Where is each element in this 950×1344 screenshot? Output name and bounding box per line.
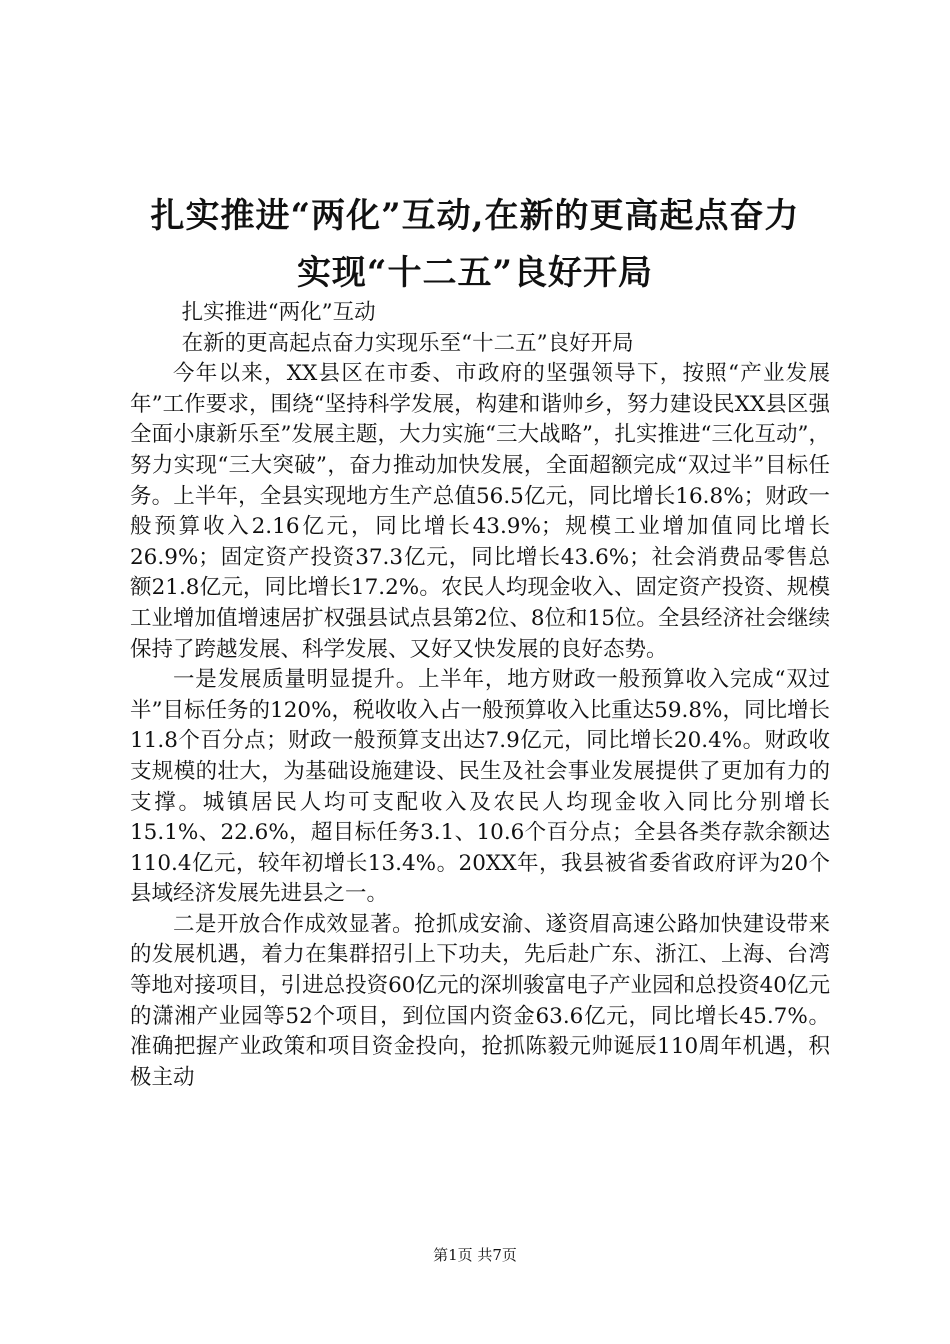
subtitle-line-2: 在新的更高起点奋力实现乐至“十二五”良好开局 [181,330,634,356]
paragraph-intro: 今年以来，XX县区在市委、市政府的坚强领导下，按照“产业发展年”工作要求，围绕“坚持科学发展，构建和谐帅乡，努力建设民XX县区强全面小康新乐至”发展主题，大力实施“三大战略”，扎实推进“三化互动”，努力实现“三大突破”，奋力推动加快发展，全面超额完成“双过半”目标任务。上半年，全县实现地方生产总值56.5亿元，同比增长16.8%；财政一般预算收入2.16亿元，同比增长43.9%；规模工业增加值同比增长26.9%；固定资产投资37.3亿元，同比增长43.6%；社会消费品零售总额21.8亿元，同比增长17.2%。农民人均现金收入、固定资产投资、规模工业增加值增速居扩权强县试点县第2位、8位和15位。全县经济社会继续保持了跨越发展、科学发展、又好又快发展的良好态势。 [130,361,830,662]
document-title-line-2: 实现“十二五”良好开局 [296,253,654,293]
document-body [130,298,830,1093]
page-number-footer: 第1页 共7页 [433,1246,517,1264]
paragraph-open-cooperation: 二是开放合作成效显著。抢抓成安渝、遂资眉高速公路加快建设带来的发展机遇，着力在集群招引上下功夫，先后赴广东、浙江、上海、台湾等地对接项目，引进总投资60亿元的深圳骏富电子产业园和总投资40亿元的潇湘产业园等52个项目，到位国内资金63.6亿元，同比增长45.7%。准确把握产业政策和项目资金投向，抢抓陈毅元帅诞辰110周年机遇，积极主动 [130,911,830,1090]
paragraph-development-quality: 一是发展质量明显提升。上半年，地方财政一般预算收入完成“双过半”目标任务的120%，税收收入占一般预算收入比重达59.8%，同比增长11.8个百分点；财政一般预算支出达7.9亿元，同比增长20.4%。财政收支规模的壮大，为基础设施建设、民生及社会事业发展提供了更加有力的支撑。城镇居民人均可支配收入及农民人均现金收入同比分别增长15.1%、22.6%，超目标任务3.1、10.6个百分点；全县各类存款余额达110.4亿元，较年初增长13.4%。20XX年，我县被省委省政府评为20个县域经济发展先进县之一。 [130,667,830,907]
subtitle-line-1: 扎实推进“两化”互动 [181,300,376,325]
document-title-line-1: 扎实推进“两化”互动,在新的更高起点奋力 [150,196,800,236]
